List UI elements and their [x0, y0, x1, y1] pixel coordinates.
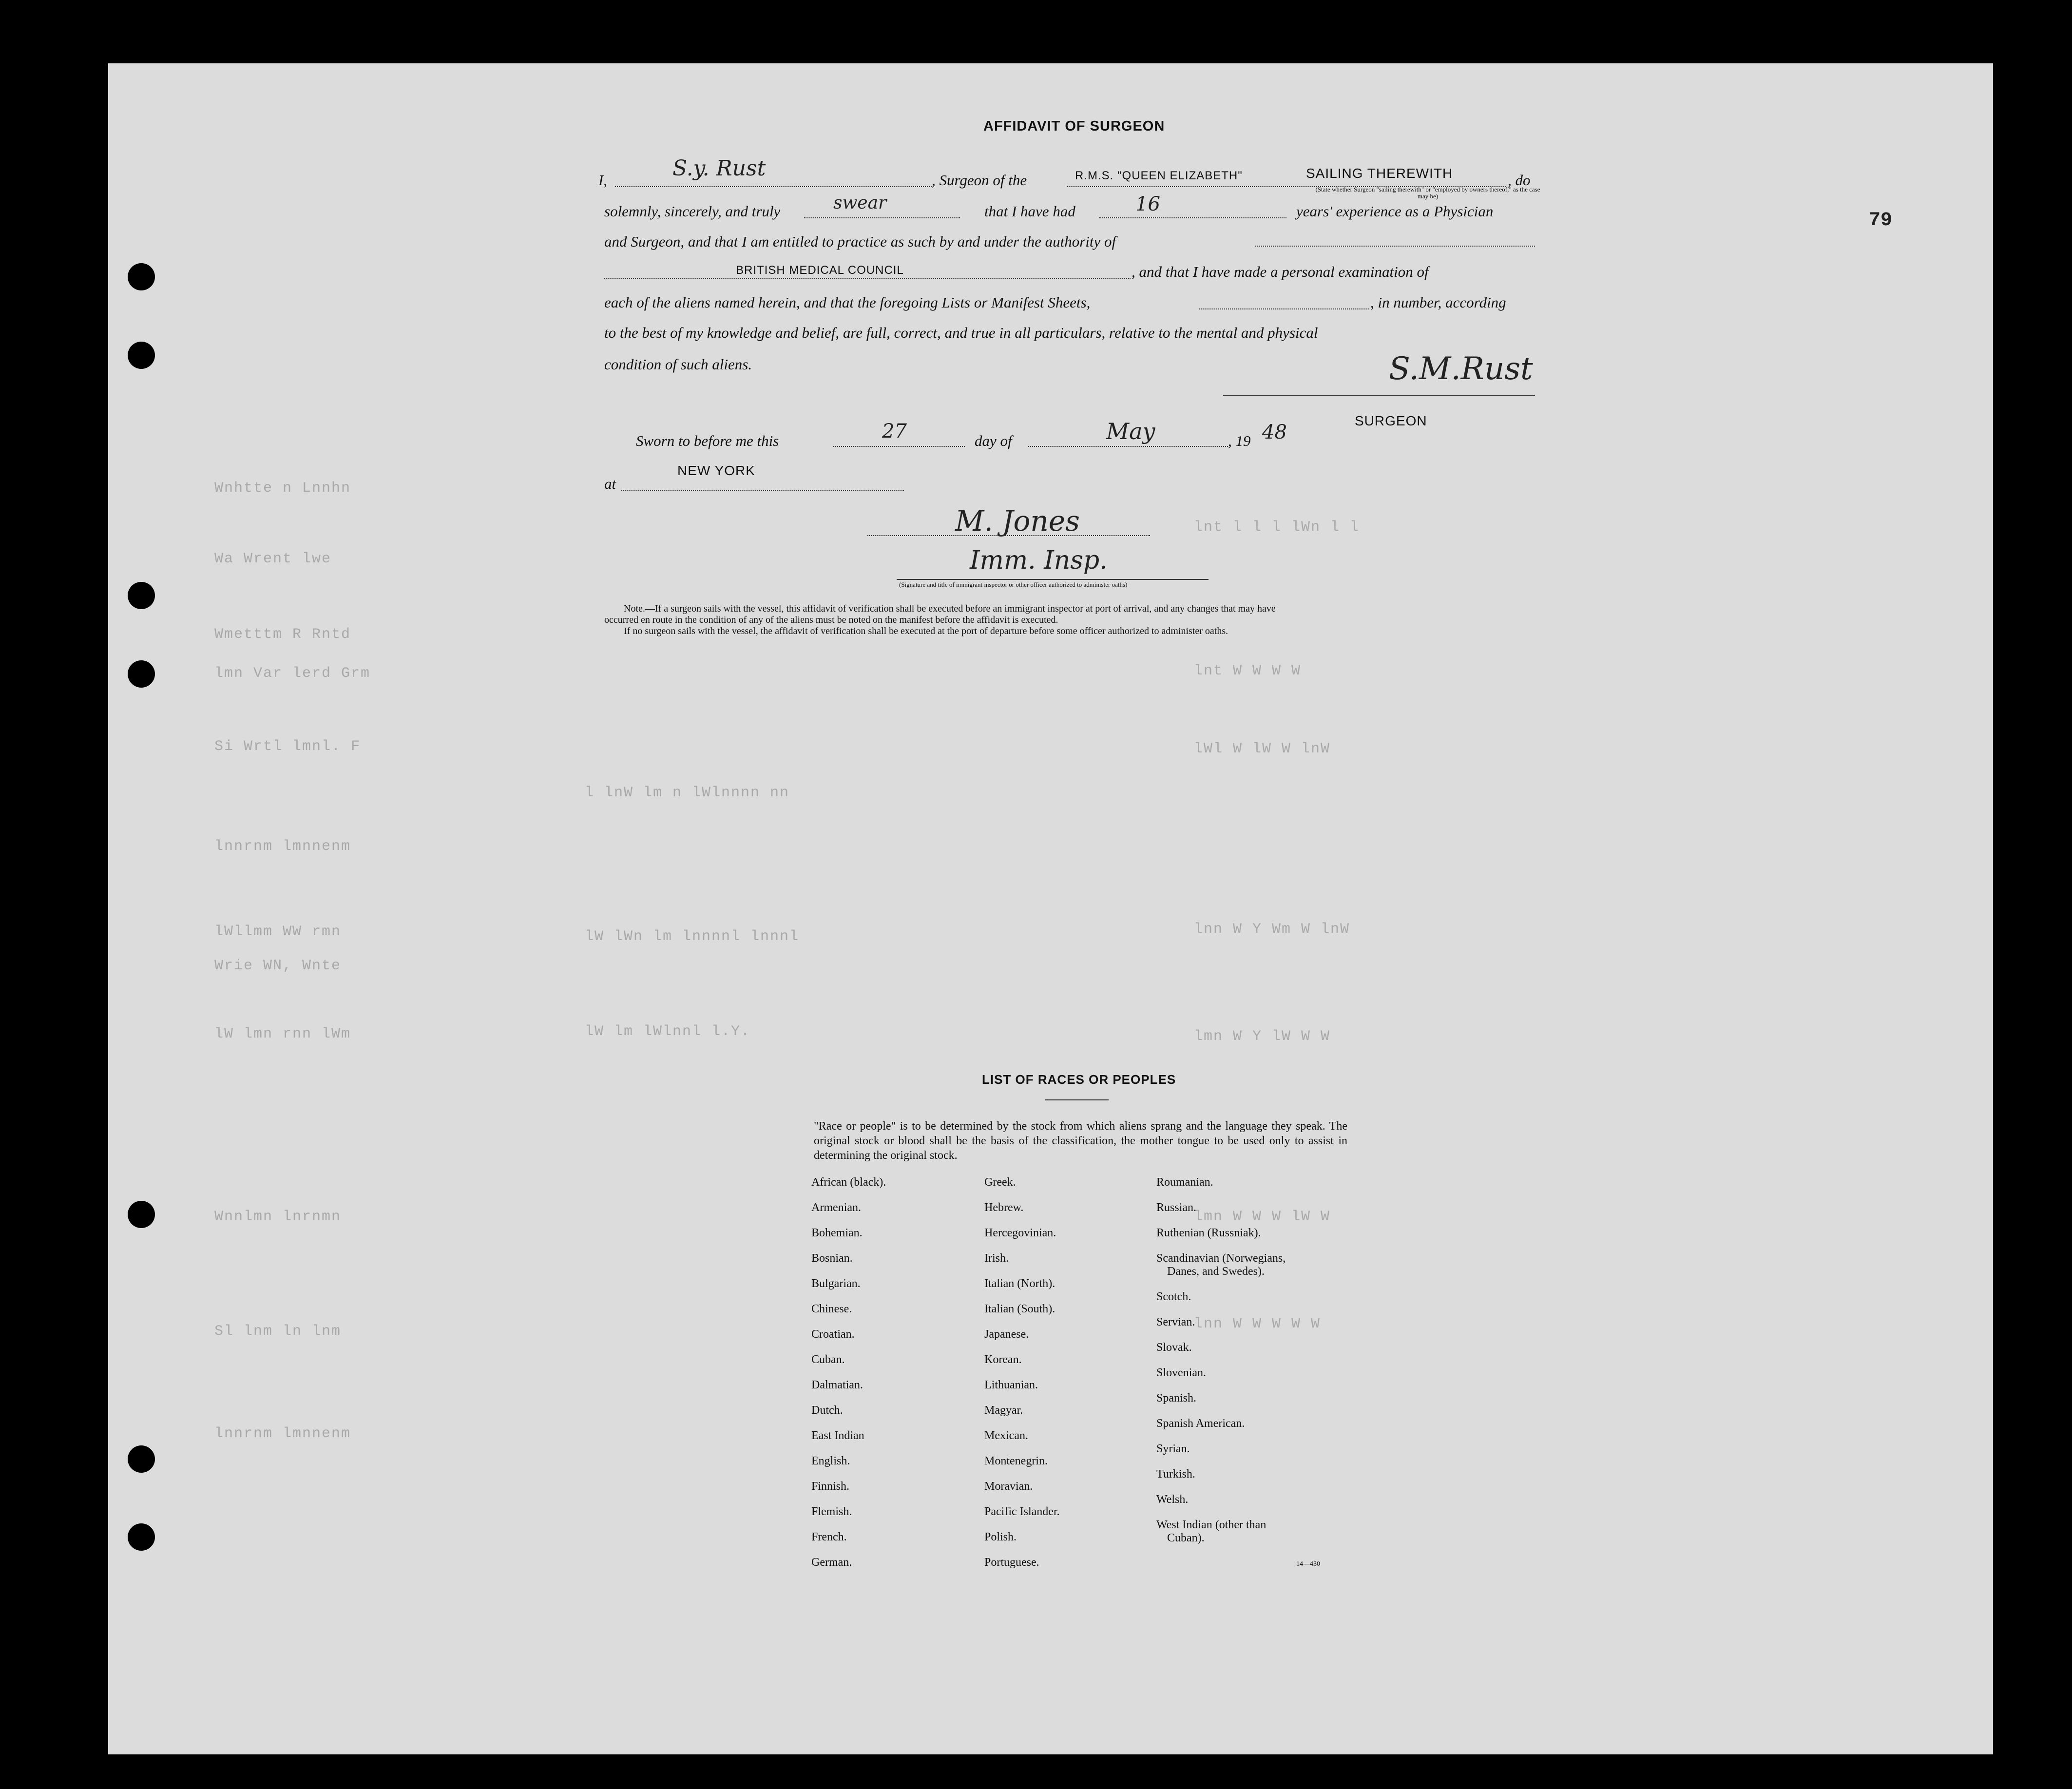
race-item: German.: [811, 1556, 852, 1569]
bleed-through-text: lmn W W W lW W: [1194, 1209, 1331, 1225]
race-item: Greek.: [984, 1176, 1016, 1189]
bleed-through-text: lmn W Y lW W W: [1194, 1028, 1331, 1045]
race-item: Spanish American.: [1156, 1417, 1245, 1430]
punch-hole: [128, 1523, 155, 1551]
label-year-prefix: , 19: [1228, 432, 1251, 449]
race-item: Dalmatian.: [811, 1379, 863, 1391]
bleed-through-text: Sl lnm ln lnm: [214, 1323, 342, 1340]
race-item: Chinese.: [811, 1303, 852, 1315]
races-title-underline: [1045, 1099, 1109, 1100]
day-line: [833, 446, 965, 447]
bleed-through-text: lW lWn lm lnnnnl lnnnl: [585, 928, 800, 945]
bleed-through-text: Wa Wrent lwe: [214, 551, 332, 567]
race-item: Syrian.: [1156, 1443, 1190, 1455]
race-item: Turkish.: [1156, 1468, 1195, 1481]
race-item: Italian (North).: [984, 1277, 1055, 1290]
month-line: [1028, 446, 1228, 447]
race-item: Slovenian.: [1156, 1366, 1206, 1379]
label-do: , do: [1508, 172, 1531, 189]
bleed-through-text: lnnrnm lmnnenm: [214, 1425, 351, 1442]
sworn-line: [804, 217, 960, 218]
races-column-2: [984, 1176, 1060, 1581]
authority-line-1: [1255, 246, 1535, 247]
bleed-through-text: lnn W Y Wm W lnW: [1194, 921, 1350, 938]
bleed-through-text: lmn Var lerd Grm: [214, 665, 371, 682]
status-note: (State whether Surgeon "sailing therewith" or "employed by owners thereof," as the case may be): [1315, 186, 1540, 200]
race-item: Bohemian.: [811, 1227, 863, 1239]
race-item: Slovak.: [1156, 1341, 1192, 1354]
note-line-2: occurred en route in the condition of any of the aliens must be noted on the manifest before the affidavit is executed.: [604, 615, 1058, 625]
label-that-i-have-had: that I have had: [984, 203, 1075, 220]
races-intro: "Race or people" is to be determined by the stock from which aliens sprang and the language they speak. The original stock or blood shall be the basis of the classification, the mother tongue to be used only to assist in determining the original stock.: [814, 1120, 1347, 1162]
day-number: 27: [882, 420, 907, 442]
race-item: Scandinavian (Norwegians,: [1156, 1252, 1286, 1265]
bleed-through-text: l lnW lm n lWlnnnn nn: [585, 785, 790, 801]
races-column-3: [1156, 1176, 1285, 1545]
punch-hole: [128, 1201, 155, 1228]
bleed-through-text: lnt l l l lWn l l: [1194, 519, 1360, 536]
race-item: East Indian: [811, 1429, 864, 1442]
punch-hole: [128, 1445, 155, 1473]
race-item: Bulgarian.: [811, 1277, 861, 1290]
race-item: Japanese.: [984, 1328, 1029, 1341]
bleed-through-text: lW lm lWlnnl l.Y.: [585, 1023, 751, 1040]
bleed-through-text: lW lmn rnn lWm: [214, 1026, 351, 1042]
race-item: Roumanian.: [1156, 1176, 1213, 1189]
bleed-through-text: Wmetttm R Rntd: [214, 626, 351, 643]
race-item: Servian.: [1156, 1316, 1195, 1328]
punch-hole: [128, 342, 155, 369]
race-item: Irish.: [984, 1252, 1009, 1265]
race-item-continued: Danes, and Swedes).: [1167, 1265, 1265, 1278]
years-count: 16: [1135, 193, 1160, 215]
sworn-word: swear: [833, 193, 887, 213]
note-line-1: Note.—If a surgeon sails with the vessel, this affidavit of verification shall be executed before an immigrant inspector at port of arrival, and any changes that may have: [624, 603, 1276, 614]
bleed-through-text: Wnnlmn lnrnmn: [214, 1209, 342, 1225]
authority-name: BRITISH MEDICAL COUNCIL: [736, 264, 904, 277]
punch-hole: [128, 660, 155, 688]
label-sworn-before: Sworn to before me this: [636, 432, 779, 449]
page-number: 79: [1869, 210, 1893, 231]
race-item: Croatian.: [811, 1328, 855, 1341]
punch-hole: [128, 263, 155, 290]
race-item: Moravian.: [984, 1480, 1033, 1493]
race-item: Welsh.: [1156, 1493, 1189, 1506]
officer-line-2: [897, 579, 1209, 580]
race-item: Cuban.: [811, 1353, 845, 1366]
officer-line-1: [867, 535, 1150, 536]
label-condition: condition of such aliens.: [604, 356, 752, 373]
years-line: [1099, 217, 1286, 218]
race-item: Hebrew.: [984, 1201, 1024, 1214]
month: May: [1106, 418, 1155, 444]
race-item: Scotch.: [1156, 1290, 1191, 1303]
label-best-knowledge: to the best of my knowledge and belief, are full, correct, and true in all particulars, relative to the mental and physical: [604, 324, 1318, 341]
officer-signature: M. Jones: [955, 504, 1080, 538]
race-item: Ruthenian (Russniak).: [1156, 1227, 1261, 1239]
race-item: West Indian (other than: [1156, 1519, 1266, 1531]
label-surgeon-of-the: , Surgeon of the: [932, 172, 1027, 189]
race-item: Korean.: [984, 1353, 1022, 1366]
sailing-status: SAILING THEREWITH: [1306, 166, 1453, 181]
races-column-1: [811, 1176, 886, 1581]
authority-line-2: [604, 278, 1131, 279]
note-line-3: If no surgeon sails with the vessel, the affidavit of verification shall be executed at the port of departure before some officer authorized to administer oaths.: [624, 626, 1228, 636]
signature-caption: (Signature and title of immigrant inspector or other officer authorized to administer oaths): [899, 581, 1128, 588]
race-item: Lithuanian.: [984, 1379, 1038, 1391]
label-at: at: [604, 475, 616, 492]
race-item: Flemish.: [811, 1505, 852, 1518]
bleed-through-text: lnt W W W W: [1194, 663, 1302, 679]
race-item: Mexican.: [984, 1429, 1028, 1442]
bleed-through-text: lWl W lW W lnW: [1194, 741, 1331, 757]
sheets-count-line: [1199, 308, 1369, 309]
race-item: Armenian.: [811, 1201, 861, 1214]
bleed-through-text: lnnrnm lmnnenm: [214, 838, 351, 855]
race-item: Pacific Islander.: [984, 1505, 1060, 1518]
label-years-experience: years' experience as a Physician: [1296, 203, 1494, 220]
form-number: 14—430: [1296, 1560, 1320, 1568]
surgeon-label: SURGEON: [1355, 413, 1427, 428]
label-personal-exam: , and that I have made a personal examination of: [1132, 263, 1429, 280]
place-line: [621, 490, 904, 491]
punch-hole: [128, 582, 155, 609]
race-item: African (black).: [811, 1176, 886, 1189]
races-title: LIST OF RACES OR PEOPLES: [982, 1072, 1176, 1087]
race-item: Portuguese.: [984, 1556, 1039, 1569]
race-item: Dutch.: [811, 1404, 843, 1417]
race-item: Montenegrin.: [984, 1455, 1048, 1467]
affidavit-title: AFFIDAVIT OF SURGEON: [983, 118, 1165, 134]
label-in-number: , in number, according: [1370, 294, 1506, 311]
ship-name: R.M.S. "QUEEN ELIZABETH": [1075, 169, 1243, 182]
bleed-through-text: Wnhtte n Lnnhn: [214, 480, 351, 497]
place-name: NEW YORK: [677, 463, 755, 478]
race-item: Italian (South).: [984, 1303, 1055, 1315]
race-item: Polish.: [984, 1531, 1017, 1543]
race-item: Russian.: [1156, 1201, 1197, 1214]
label-each-of-aliens: each of the aliens named herein, and that the foregoing Lists or Manifest Sheets,: [604, 294, 1091, 311]
race-item-continued: Cuban).: [1167, 1532, 1205, 1544]
bleed-through-text: Wrie WN, Wnte: [214, 958, 342, 974]
label-solemnly: solemnly, sincerely, and truly: [604, 203, 781, 220]
race-item: Magyar.: [984, 1404, 1023, 1417]
surgeon-signature: S.M.Rust: [1389, 351, 1533, 387]
race-item: Spanish.: [1156, 1392, 1197, 1404]
label-i: I,: [598, 172, 608, 189]
bleed-through-text: lWllmm WW rmn: [214, 923, 342, 940]
race-item: English.: [811, 1455, 850, 1467]
surgeon-name-line: [615, 186, 932, 187]
signature-line: [1223, 395, 1535, 396]
bleed-through-text: lnn W W W W W: [1194, 1316, 1321, 1332]
bleed-through-text: Si Wrtl lmnl. F: [214, 738, 361, 755]
officer-title-signature: Imm. Insp.: [970, 546, 1108, 575]
race-item: Finnish.: [811, 1480, 850, 1493]
label-and-surgeon: and Surgeon, and that I am entitled to practice as such by and under the authority of: [604, 233, 1116, 250]
race-item: Bosnian.: [811, 1252, 853, 1265]
year-suffix: 48: [1262, 421, 1287, 443]
surgeon-name: S.y. Rust: [672, 156, 766, 181]
race-item: French.: [811, 1531, 847, 1543]
race-item: Hercegovinian.: [984, 1227, 1056, 1239]
label-day-of: day of: [975, 432, 1012, 449]
